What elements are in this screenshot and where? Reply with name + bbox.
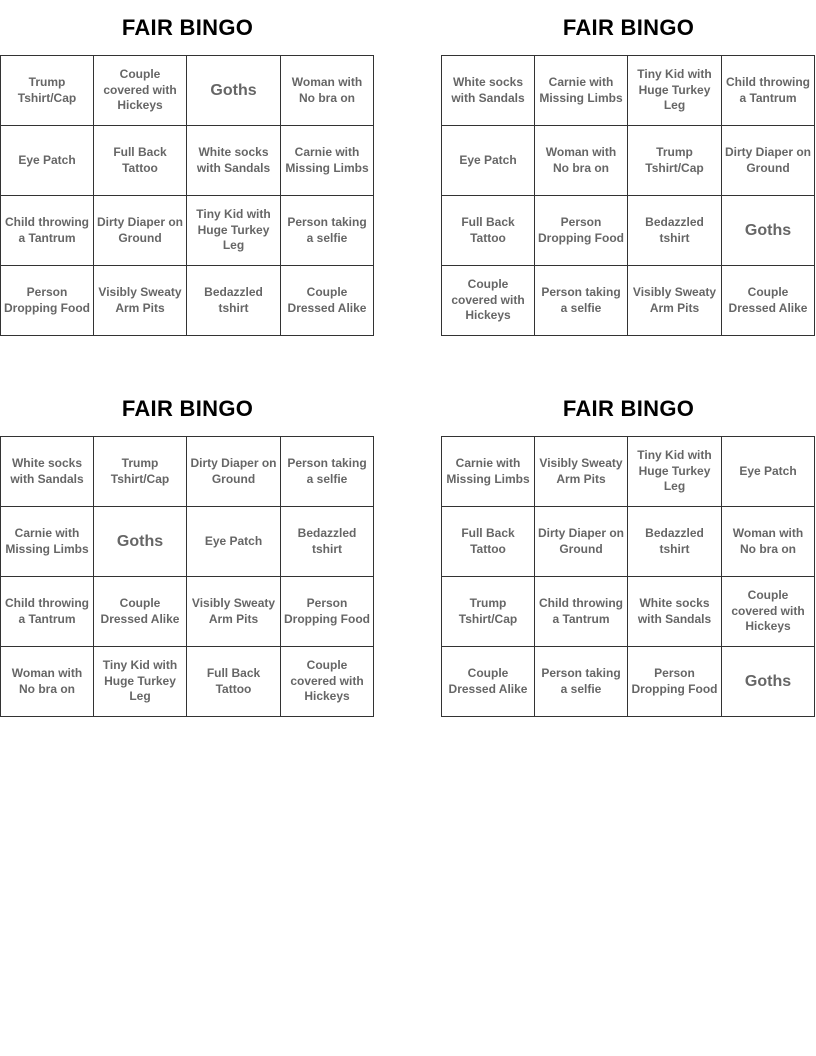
bingo-cell: Bedazzled tshirt	[628, 507, 722, 577]
bingo-cell: Visibly Sweaty Arm Pits	[628, 266, 722, 336]
bingo-cell: Visibly Sweaty Arm Pits	[187, 577, 281, 647]
bingo-cell: Full Back Tattoo	[187, 647, 281, 717]
bingo-cell: Person Dropping Food	[1, 266, 94, 336]
bingo-cell: Couple covered with Hickeys	[281, 647, 374, 717]
bingo-cell: Dirty Diaper on Ground	[722, 126, 815, 196]
bingo-cell: Full Back Tattoo	[442, 507, 535, 577]
bingo-cell: Trump Tshirt/Cap	[94, 437, 187, 507]
card-title: FAIR BINGO	[121, 396, 254, 421]
bingo-cell: White socks with Sandals	[442, 56, 535, 126]
bingo-cell: Visibly Sweaty Arm Pits	[535, 437, 628, 507]
bingo-cell: Visibly Sweaty Arm Pits	[94, 266, 187, 336]
card-title: FAIR BINGO	[562, 396, 695, 421]
bingo-grid	[441, 436, 815, 717]
bingo-cell: Tiny Kid with Huge Turkey Leg	[94, 647, 187, 717]
bingo-cell: Child throwing a Tantrum	[722, 56, 815, 126]
bingo-cell: Bedazzled tshirt	[628, 196, 722, 266]
bingo-cell: Woman with No bra on	[281, 56, 374, 126]
bingo-cell: White socks with Sandals	[1, 437, 94, 507]
bingo-cell: Goths	[722, 647, 815, 717]
bingo-cell: Carnie with Missing Limbs	[281, 126, 374, 196]
bingo-grid	[0, 55, 374, 336]
bingo-cell: Child throwing a Tantrum	[535, 577, 628, 647]
bingo-cell: Person Dropping Food	[628, 647, 722, 717]
bingo-cell: Eye Patch	[722, 437, 815, 507]
bingo-cell: Carnie with Missing Limbs	[442, 437, 535, 507]
bingo-cell: Dirty Diaper on Ground	[94, 196, 187, 266]
bingo-cell: Person Dropping Food	[535, 196, 628, 266]
bingo-cell: Trump Tshirt/Cap	[1, 56, 94, 126]
bingo-cell: Person taking a selfie	[281, 196, 374, 266]
bingo-cell: Couple covered with Hickeys	[442, 266, 535, 336]
bingo-card-3	[0, 381, 375, 704]
card-title: FAIR BINGO	[121, 15, 254, 40]
bingo-cell: Eye Patch	[1, 126, 94, 196]
bingo-cell: Bedazzled tshirt	[187, 266, 281, 336]
bingo-cell: White socks with Sandals	[628, 577, 722, 647]
bingo-cell: Bedazzled tshirt	[281, 507, 374, 577]
bingo-card-1	[0, 0, 375, 315]
bingo-cell: Couple covered with Hickeys	[94, 56, 187, 126]
bingo-cell: Child throwing a Tantrum	[1, 577, 94, 647]
bingo-cell: Goths	[722, 196, 815, 266]
bingo-cell: Couple Dressed Alike	[442, 647, 535, 717]
card-title: FAIR BINGO	[562, 15, 695, 40]
bingo-cell: Eye Patch	[442, 126, 535, 196]
bingo-cell: Tiny Kid with Huge Turkey Leg	[187, 196, 281, 266]
bingo-cell: Eye Patch	[187, 507, 281, 577]
bingo-cell: Couple covered with Hickeys	[722, 577, 815, 647]
bingo-cell: Tiny Kid with Huge Turkey Leg	[628, 56, 722, 126]
bingo-cell: Goths	[187, 56, 281, 126]
bingo-cell: Woman with No bra on	[722, 507, 815, 577]
bingo-cell: Full Back Tattoo	[442, 196, 535, 266]
bingo-cell: White socks with Sandals	[187, 126, 281, 196]
bingo-cell: Woman with No bra on	[535, 126, 628, 196]
bingo-cell: Couple Dressed Alike	[94, 577, 187, 647]
bingo-cell: Couple Dressed Alike	[722, 266, 815, 336]
bingo-cell: Couple Dressed Alike	[281, 266, 374, 336]
bingo-cell: Person Dropping Food	[281, 577, 374, 647]
bingo-cell: Carnie with Missing Limbs	[535, 56, 628, 126]
bingo-cell: Trump Tshirt/Cap	[628, 126, 722, 196]
bingo-cell: Woman with No bra on	[1, 647, 94, 717]
bingo-cell: Trump Tshirt/Cap	[442, 577, 535, 647]
bingo-cell: Carnie with Missing Limbs	[1, 507, 94, 577]
bingo-grid	[441, 55, 815, 336]
bingo-cell: Child throwing a Tantrum	[1, 196, 94, 266]
bingo-grid	[0, 436, 374, 717]
bingo-cell: Dirty Diaper on Ground	[535, 507, 628, 577]
bingo-cell: Person taking a selfie	[535, 647, 628, 717]
bingo-cell: Person taking a selfie	[535, 266, 628, 336]
bingo-cell: Goths	[94, 507, 187, 577]
bingo-card-2	[441, 0, 816, 323]
bingo-card-4	[441, 381, 816, 696]
bingo-cell: Full Back Tattoo	[94, 126, 187, 196]
bingo-cell: Person taking a selfie	[281, 437, 374, 507]
bingo-cell: Tiny Kid with Huge Turkey Leg	[628, 437, 722, 507]
bingo-cell: Dirty Diaper on Ground	[187, 437, 281, 507]
